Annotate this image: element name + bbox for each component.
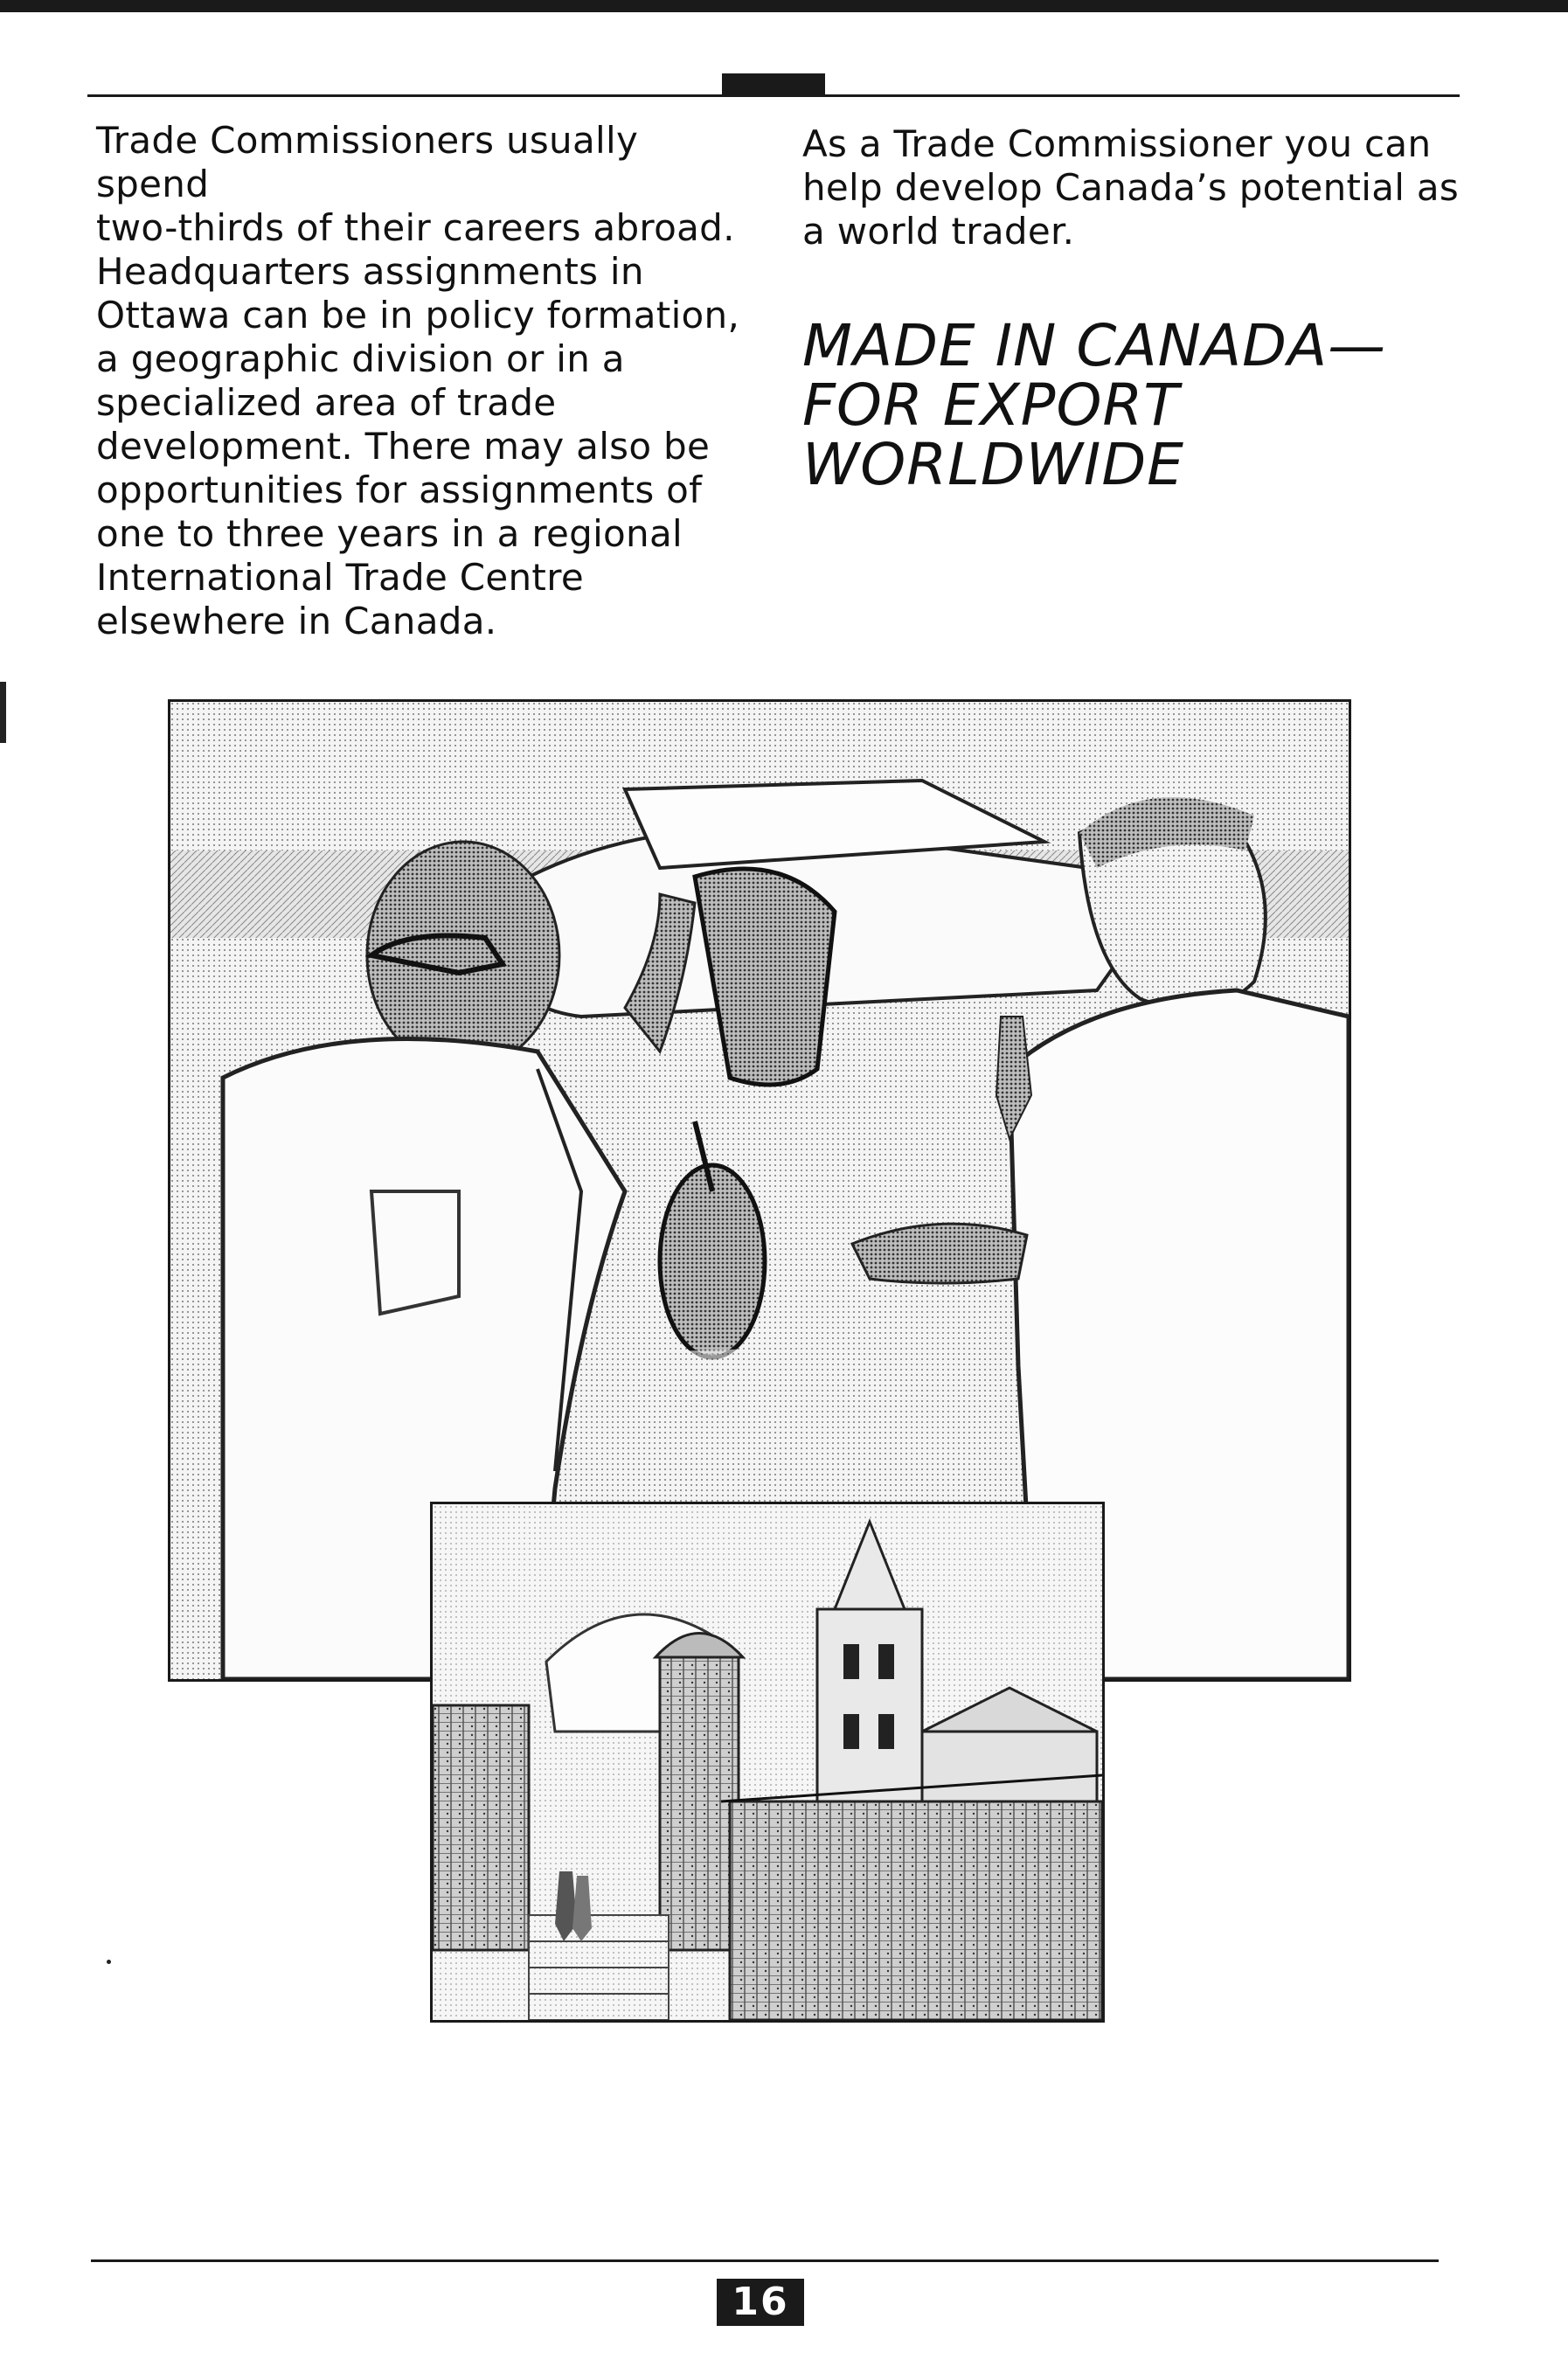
right-column-paragraph: As a Trade Commissioner you can help develop Canada’s potential as a world trader. xyxy=(802,122,1460,253)
stray-mark xyxy=(107,1960,111,1964)
page-number: 16 xyxy=(717,2279,804,2326)
left-column-paragraph: Trade Commissioners usually spend two-thirds of their careers abroad. Headquarters assignments in Ottawa can be in policy formation, a geographic division or in a specialized area of trade development. There may also be opportunities for assignments of one to three years in a regional International Trade Centre elsewhere in Canada. xyxy=(96,119,740,642)
footer-rule xyxy=(91,2259,1439,2262)
photo-church-street xyxy=(430,1502,1105,2023)
scan-mark-left xyxy=(0,682,6,743)
scan-border-top xyxy=(0,0,1568,12)
left-column xyxy=(96,119,743,643)
right-column xyxy=(802,122,1484,253)
headline: MADE IN CANADA— FOR EXPORT WORLDWIDE xyxy=(802,312,1387,498)
header-tab xyxy=(722,73,825,96)
photo-church-street-illustration xyxy=(433,1504,1102,2020)
